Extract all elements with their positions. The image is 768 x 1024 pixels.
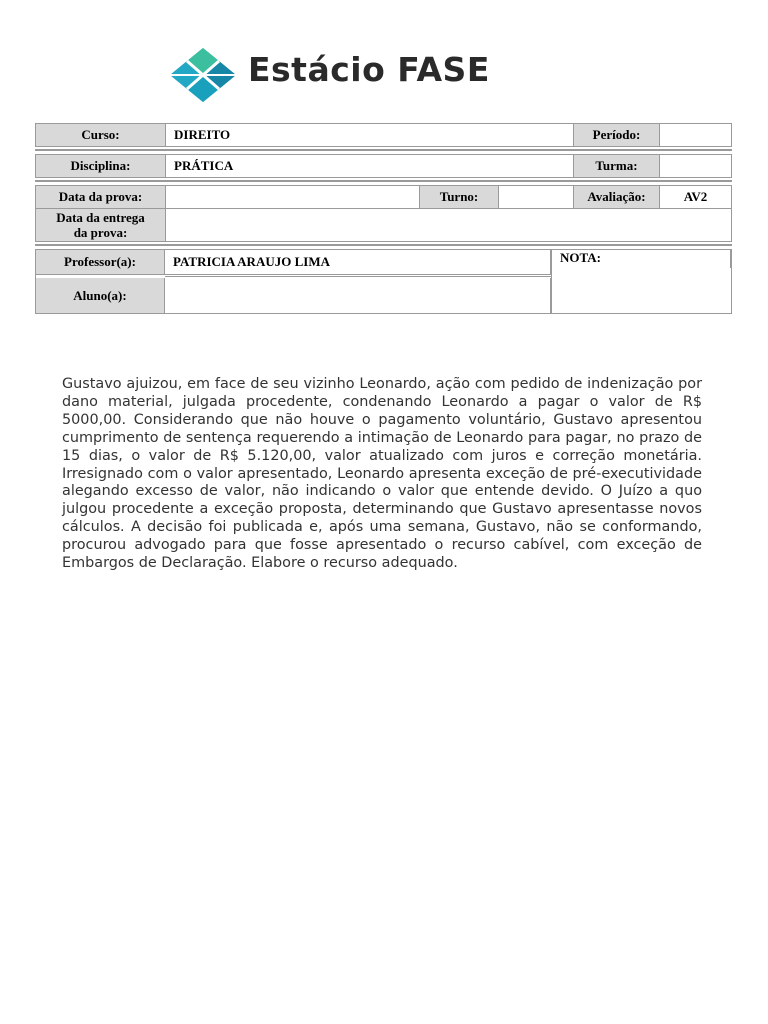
turno-label: Turno: [420,186,499,208]
periodo-field[interactable] [660,124,731,146]
disciplina-field[interactable]: PRÁTICA [166,155,574,177]
row-data-prova [35,185,732,209]
divider [35,244,732,246]
avaliacao-field[interactable]: AV2 [660,186,731,208]
row-disciplina [35,154,732,178]
avaliacao-label: Avaliação: [574,186,660,208]
question-text: Gustavo ajuizou, em face de seu vizinho Leonardo, ação com pedido de indenização por dano material, julgada procedente, condenando Leonardo a pagar o valor de R$ 5000,00. Considerando que não houve o pagamento voluntário, Gustavo apresentou cumprimento de sentença requerendo a intimação de Leonardo para pagar, no prazo de 15 dias, o valor de R$ 5.120,00, valor atualizado com juros e correção monetária. Irresignado com o valor apresentado, Leonardo apresenta exceção de pré-executividade alegando excesso de valor, não indicando o valor que entende devido. O Juízo a quo julgou procedente a exceção proposta, determinando que Gustavo apresentasse novos cálculos. A decisão foi publicada e, após uma semana, Gustavo, não se conformando, procurou advogado para que fosse apresentado o recurso cabível, com exceção de Embargos de Declaração. Elabore o recurso adequado. [62,376,702,572]
aluno-field[interactable] [165,278,551,313]
curso-field[interactable]: DIREITO [166,124,574,146]
data-entrega-label [36,209,166,241]
periodo-label: Período: [574,124,660,146]
divider [35,180,732,182]
data-prova-field[interactable] [166,186,420,208]
turma-label: Turma: [574,155,660,177]
brand-name: Estácio FASE [248,50,490,89]
professor-field[interactable]: PATRICIA ARAUJO LIMA [165,250,551,274]
divider [165,276,551,277]
divider [36,274,551,275]
professor-label: Professor(a): [36,250,165,274]
aluno-label: Aluno(a): [36,278,165,313]
data-entrega-field[interactable] [166,209,731,241]
turma-field[interactable] [660,155,731,177]
data-entrega-label-line1: Data da entrega [56,210,145,225]
estacio-logo-icon [168,46,238,104]
divider [35,149,732,151]
nota-label: NOTA: [552,250,731,268]
row-data-entrega [35,208,732,242]
data-entrega-label-line2: da prova: [73,225,128,240]
curso-label: Curso: [36,124,166,146]
data-prova-label: Data da prova: [36,186,166,208]
nota-field[interactable] [552,268,731,313]
disciplina-label: Disciplina: [36,155,166,177]
turno-field[interactable] [499,186,574,208]
row-curso [35,123,732,147]
brand-logo [168,46,534,104]
